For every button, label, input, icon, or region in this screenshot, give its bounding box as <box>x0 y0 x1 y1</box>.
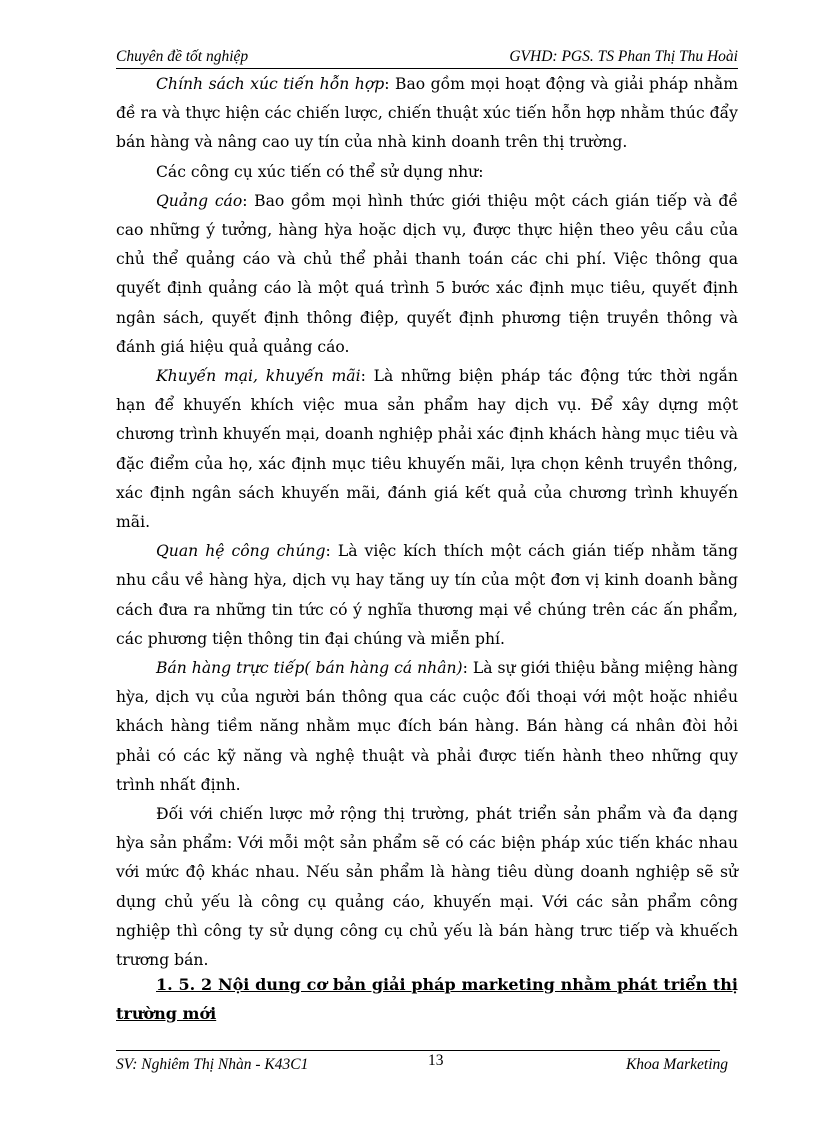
paragraph-tools-intro: Các công cụ xúc tiến có thể sử dụng như: <box>156 162 484 181</box>
page-header <box>116 48 738 69</box>
footer-rule <box>116 1050 720 1051</box>
footer-faculty: Khoa Marketing <box>625 1056 728 1073</box>
header-supervisor: GVHD: PGS. TS Phan Thị Thu Hoài <box>509 48 738 65</box>
term: Quan hệ công chúng <box>156 542 326 561</box>
paragraph-sales-promotion: Khuyến mại, khuyến mãi: Là những biện pháp tác động tức thời ngắn hạn để khuyến khích việc mua sản phẩm hay dịch vụ. Để xây dựng một chương trình khuyến mại, doanh nghiệp phải xác định khách hàng mục tiêu và đặc điểm của họ, xác định mục tiêu khuyến mãi, lựa chọn kênh truyền thông, xác định ngân sách khuyến mãi, đánh giá kết quả của chương trình khuyến mãi. <box>116 367 738 532</box>
page-footer <box>116 1054 728 1076</box>
paragraph-promotion-mix: Chính sách xúc tiến hỗn hợp: Bao gồm mọi hoạt động và giải pháp nhằm đề ra và thực hiện các chiến lược, chiến thuật xúc tiến hỗn hợp nhằm thúc đẩy bán hàng và nâng cao uy tín của nhà kinh doanh trên thị trường. <box>116 75 738 152</box>
header-document-type: Chuyên đề tốt nghiệp <box>116 48 249 65</box>
paragraph-personal-selling: Bán hàng trực tiếp( bán hàng cá nhân): Là sự giới thiệu bằng miệng hàng hỳa, dịch vụ của người bán thông qua các cuộc đối thoại với một hoặc nhiều khách hàng tiềm năng nhằm mục đích bán hàng. Bán hàng cá nhân đòi hỏi phải có các kỹ năng và nghệ thuật và phải được tiến hành theo những quy trình nhất định. <box>116 659 739 794</box>
term: Chính sách xúc tiến hỗn hợp <box>156 75 385 93</box>
term: Khuyến mại, khuyến mãi <box>156 367 361 386</box>
paragraph-advertising: Quảng cáo: Bao gồm mọi hình thức giới thiệu một cách gián tiếp và đề cao những ý tưởng, hàng hỳa hoặc dịch vụ, được thực hiện theo yêu cầu của chủ thể quảng cáo và chủ thể phải thanh toán các chi phí. Việc thông qua quyết định quảng cáo là một quá trình 5 bước xác định mục tiêu, quyết định ngân sách, quyết định thông điệp, quyết định phương tiện truyền thông và đánh giá hiệu quả quảng cáo. <box>116 191 738 356</box>
page-number: 13 <box>428 1052 444 1069</box>
body-text <box>116 70 738 975</box>
term: Bán hàng trực tiếp( bán hàng cá nhân) <box>156 659 463 678</box>
footer-student: SV: Nghiêm Thị Nhàn - K43C1 <box>116 1056 309 1073</box>
paragraph-strategy: Đối với chiến lược mở rộng thị trường, phát triển sản phẩm và đa dạng hỳa sản phẩm: Với mỗi một sản phẩm sẽ có các biện pháp xúc tiến khác nhau với mức độ khác nhau. Nếu sản phẩm là hàng tiêu dùng doanh nghiệp sẽ sử dụng chủ yếu là công cụ quảng cáo, khuyến mại. Với các sản phẩm công nghiệp thì công ty sử dụng công cụ chủ yếu là bán hàng trưc tiếp và khuếch trương bán. <box>116 805 738 970</box>
section-heading: 1. 5. 2 Nội dung cơ bản giải pháp marketing nhằm phát triển thị trường mới <box>116 975 738 1023</box>
paragraph-public-relations: Quan hệ công chúng: Là việc kích thích một cách gián tiếp nhằm tăng nhu cầu về hàng hỳa, dịch vụ hay tăng uy tín của một đơn vị kinh doanh bằng cách đưa ra những tin tức có ý nghĩa thương mại về chúng trên các ấn phẩm, các phương tiện thông tin đại chúng và miễn phí. <box>116 542 738 648</box>
term: Quảng cáo <box>156 191 243 210</box>
